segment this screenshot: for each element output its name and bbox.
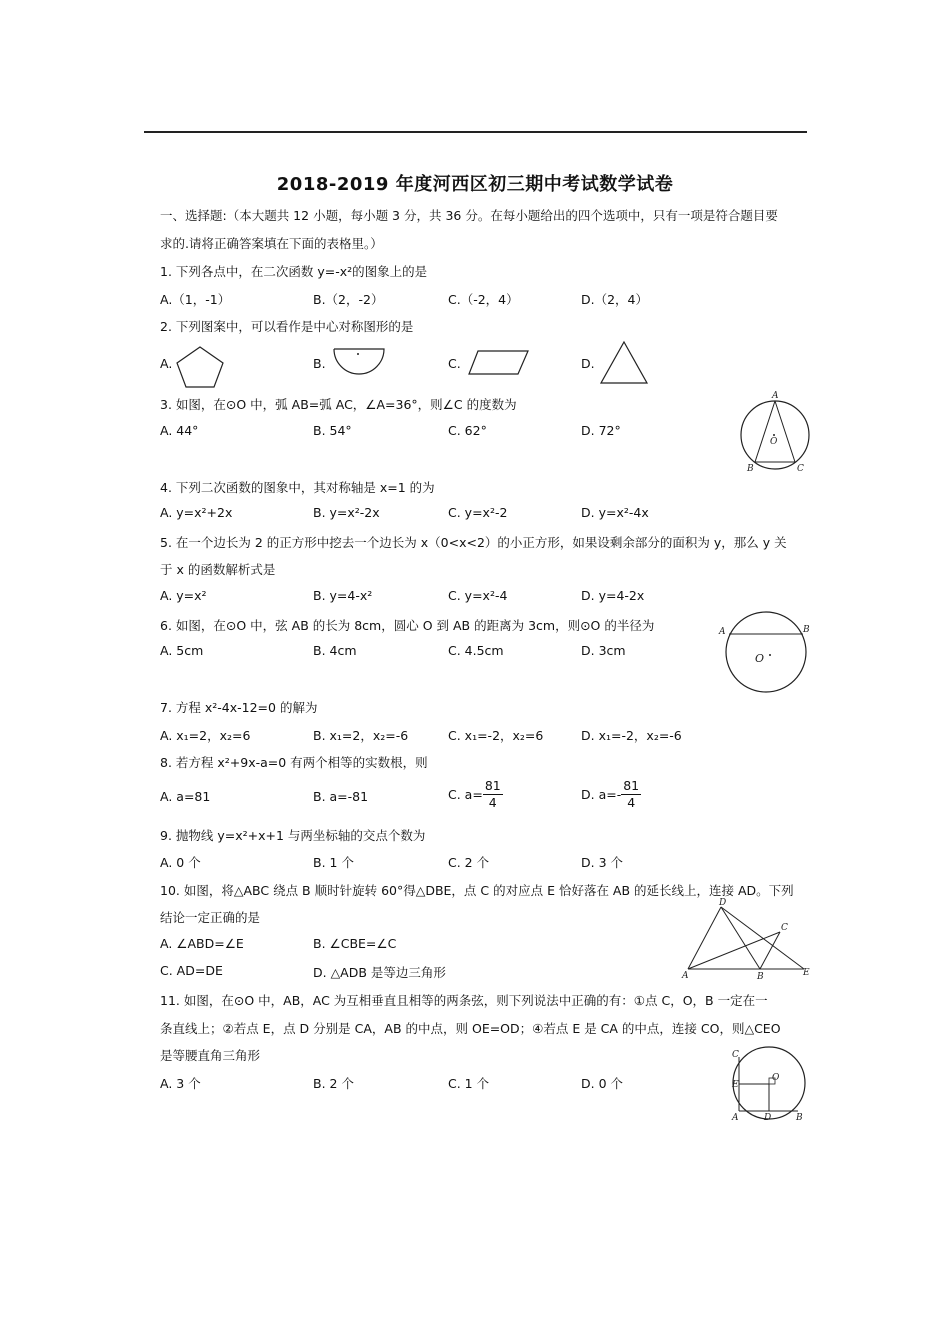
q4-option-a: A. y=x²+2x [160, 505, 233, 520]
q7-option-d: D. x₁=-2，x₂=-6 [581, 728, 682, 743]
q10-stem-line1: 10. 如图，将△ABC 绕点 B 顺时针旋转 60°得△DBE，点 C 的对应点 E 恰好落在 AB 的延长线上，连接 AD。下列 [160, 883, 794, 898]
q5-option-c: C. y=x²-4 [448, 588, 508, 603]
q3-label-c: C [797, 464, 804, 474]
q10-label-a: A [682, 971, 689, 981]
q2-option-d: D. [581, 356, 595, 371]
q6-option-b: B. 4cm [313, 643, 357, 658]
q10-label-e: E [803, 968, 810, 978]
fraction-denominator: 4 [488, 795, 497, 810]
q6-label-o: O [755, 652, 765, 665]
q10-label-c: C [781, 923, 788, 933]
q1-option-d: D.（2，4） [581, 292, 649, 307]
q5-stem-line2: 于 x 的函数解析式是 [160, 562, 276, 577]
q11-option-b: B. 2 个 [313, 1076, 354, 1091]
q10-label-b: B [757, 972, 764, 982]
parallelogram-figure [468, 350, 530, 376]
q3-label-a: A [772, 391, 779, 401]
q10-option-c: C. AD=DE [160, 963, 223, 978]
q8-option-c-label: C. a= [448, 787, 483, 802]
q8-option-c-fraction [483, 778, 503, 811]
q5-option-a: A. y=x² [160, 588, 207, 603]
q6-circle-figure [715, 610, 815, 694]
q8-stem: 8. 若方程 x²+9x-a=0 有两个相等的实数根，则 [160, 755, 428, 770]
q4-option-c: C. y=x²-2 [448, 505, 508, 520]
q2-option-c: C. [448, 356, 461, 371]
q4-option-d: D. y=x²-4x [581, 505, 649, 520]
q6-label-a: A [719, 627, 726, 637]
q2-option-a: A. [160, 356, 173, 371]
q11-label-d: D [764, 1113, 772, 1123]
q2-stem: 2. 下列图案中，可以看作是中心对称图形的是 [160, 319, 414, 334]
q9-stem: 9. 抛物线 y=x²+x+1 与两坐标轴的交点个数为 [160, 828, 426, 843]
q10-stem-line2: 结论一定正确的是 [160, 910, 261, 925]
q5-stem-line1: 5. 在一个边长为 2 的正方形中挖去一个边长为 x（0<x<2）的小正方形，如果设剩余部分的面积为 y，那么 y 关 [160, 535, 787, 550]
q8-option-c [448, 778, 503, 811]
q4-option-b: B. y=x²-2x [313, 505, 380, 520]
q3-option-b: B. 54° [313, 423, 352, 438]
q3-option-d: D. 72° [581, 423, 621, 438]
q6-option-d: D. 3cm [581, 643, 626, 658]
q8-option-a: A. a=81 [160, 789, 211, 804]
q11-option-a: A. 3 个 [160, 1076, 201, 1091]
q1-stem: 1. 下列各点中，在二次函数 y=-x²的图象上的是 [160, 264, 428, 279]
q11-stem-line3: 是等腰直角三角形 [160, 1048, 261, 1063]
q8-option-b: B. a=-81 [313, 789, 369, 804]
q1-option-c: C.（-2，4） [448, 292, 519, 307]
q11-label-c: C [732, 1050, 739, 1060]
q8-option-d [581, 778, 641, 811]
q7-option-b: B. x₁=2，x₂=-6 [313, 728, 409, 743]
q9-option-c: C. 2 个 [448, 855, 490, 870]
q3-circle-figure [735, 390, 815, 474]
q1-option-a: A.（1，-1） [160, 292, 231, 307]
q11-option-d: D. 0 个 [581, 1076, 623, 1091]
q2-option-b: B. [313, 356, 326, 371]
semicircle-figure [333, 348, 385, 382]
q6-label-b: B [803, 625, 810, 635]
q11-label-a: A [732, 1113, 739, 1123]
pentagon-figure [176, 345, 226, 389]
q10-triangle-figure [680, 898, 812, 980]
section-heading-line1: 一、选择题:（本大题共 12 小题，每小题 3 分，共 36 分。在每小题给出的四个选项中，只有一项是符合题目要 [160, 208, 778, 223]
q6-stem: 6. 如图，在⊙O 中，弦 AB 的长为 8cm，圆心 O 到 AB 的距离为 3cm，则⊙O 的半径为 [160, 618, 655, 633]
q5-option-b: B. y=4-x² [313, 588, 373, 603]
page-title: 2018-2019 年度河西区初三期中考试数学试卷 [276, 174, 674, 195]
q10-option-b: B. ∠CBE=∠C [313, 936, 397, 951]
q4-stem: 4. 下列二次函数的图象中，其对称轴是 x=1 的为 [160, 480, 435, 495]
q9-option-a: A. 0 个 [160, 855, 201, 870]
q10-label-d: D [719, 898, 727, 908]
fraction-numerator: 81 [623, 778, 640, 793]
q3-option-c: C. 62° [448, 423, 487, 438]
q11-stem-line2: 条直线上；②若点 E，点 D 分别是 CA，AB 的中点，则 OE=OD；④若点 E 是 CA 的中点，连接 CO，则△CEO [160, 1021, 781, 1036]
q7-stem: 7. 方程 x²-4x-12=0 的解为 [160, 700, 318, 715]
q11-label-b: B [796, 1113, 803, 1123]
q8-option-d-fraction [621, 778, 641, 811]
q7-option-a: A. x₁=2，x₂=6 [160, 728, 251, 743]
q3-label-o: O [770, 437, 778, 447]
q9-option-b: B. 1 个 [313, 855, 354, 870]
q3-stem: 3. 如图，在⊙O 中，弧 AB=弧 AC，∠A=36°，则∠C 的度数为 [160, 397, 517, 412]
q11-label-e: E [732, 1080, 739, 1090]
q10-option-a: A. ∠ABD=∠E [160, 936, 244, 951]
q3-option-a: A. 44° [160, 423, 199, 438]
triangle-figure [600, 341, 650, 385]
q10-option-d: D. △ADB 是等边三角形 [313, 965, 446, 980]
top-rule [144, 131, 807, 133]
q11-circle-figure [728, 1045, 818, 1125]
q11-option-c: C. 1 个 [448, 1076, 490, 1091]
fraction-numerator: 81 [484, 778, 501, 793]
q11-stem-line1: 11. 如图，在⊙O 中，AB，AC 为互相垂直且相等的两条弦，则下列说法中正确的有：①点 C，O，B 一定在一 [160, 993, 768, 1008]
q5-option-d: D. y=4-2x [581, 588, 645, 603]
q3-label-b: B [747, 464, 754, 474]
q6-option-a: A. 5cm [160, 643, 204, 658]
q11-label-o: O [772, 1073, 780, 1083]
q8-option-d-label: D. a=- [581, 787, 622, 802]
q7-option-c: C. x₁=-2，x₂=6 [448, 728, 544, 743]
q6-option-c: C. 4.5cm [448, 643, 504, 658]
q9-option-d: D. 3 个 [581, 855, 623, 870]
fraction-denominator: 4 [627, 795, 636, 810]
q1-option-b: B.（2，-2） [313, 292, 384, 307]
section-heading-line2: 求的.请将正确答案填在下面的表格里。） [160, 236, 383, 251]
